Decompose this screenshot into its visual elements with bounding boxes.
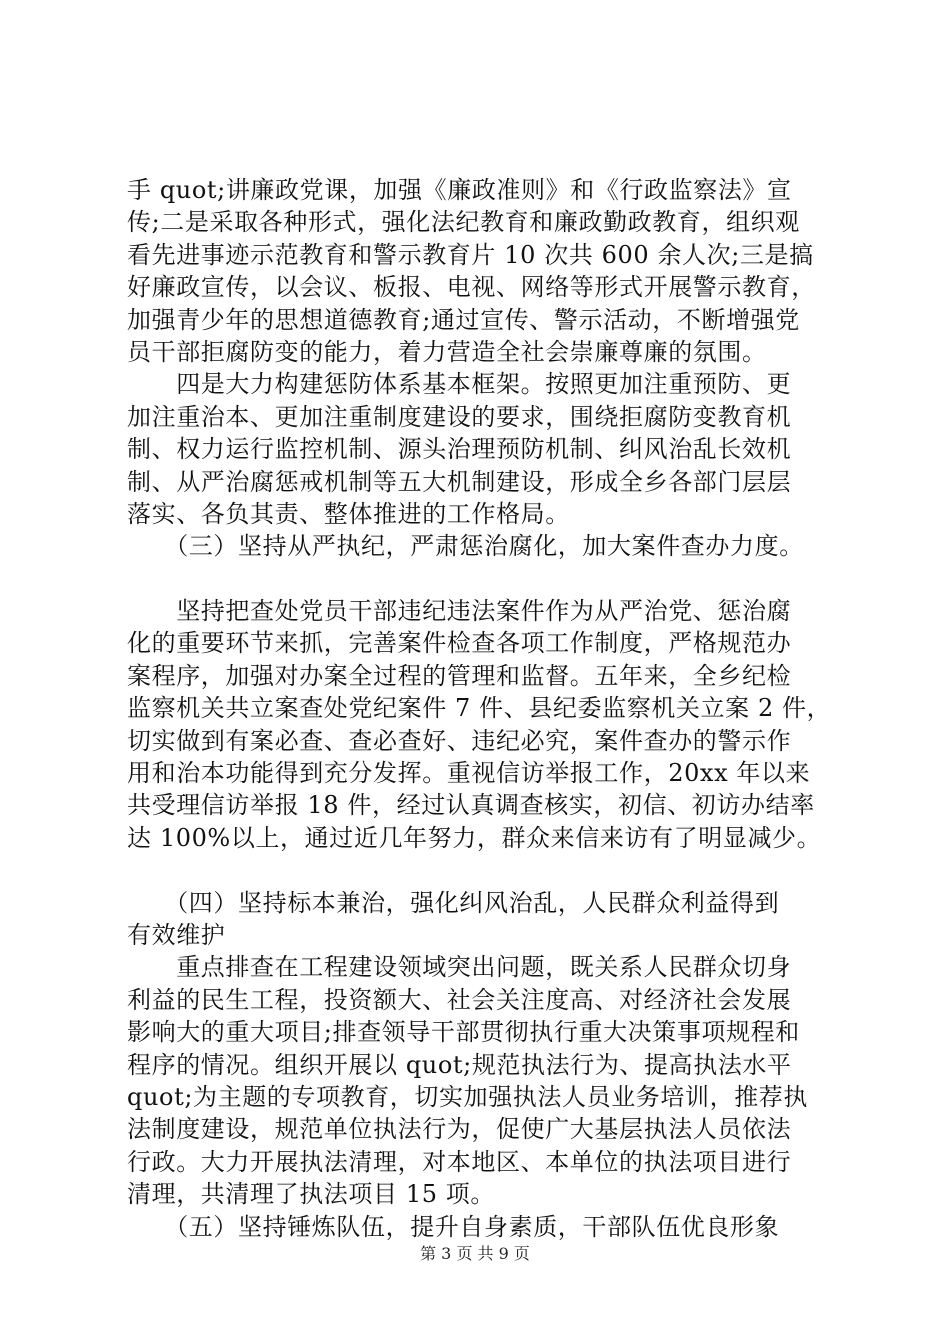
- text-line: quot;为主题的专项教育，切实加强执法人员业务培训，推荐执: [127, 1082, 808, 1111]
- text-line: 加注重治本、更加注重制度建设的要求，围绕拒腐防变教育机: [127, 402, 792, 431]
- text-line: 好廉政宣传，以会议、板报、电视、网络等形式开展警示教育，: [127, 273, 816, 302]
- text-line: 落实、各负其责、整体推进的工作格局。: [127, 499, 570, 528]
- text-line: 案程序，加强对办案全过程的管理和监督。五年来，全乡纪检: [127, 661, 792, 690]
- text-line: 四是大力构建惩防体系基本框架。按照更加注重预防、更: [127, 370, 792, 399]
- text-line: 行政。大力开展执法清理，对本地区、本单位的执法项目进行: [127, 1147, 792, 1176]
- text-line: 化的重要环节来抓，完善案件检查各项工作制度，严格规范办: [127, 629, 792, 658]
- blank-line: [127, 563, 842, 595]
- page-footer: 第 3 页 共 9 页: [420, 1244, 530, 1263]
- text-line: 监察机关共立案查处党纪案件 7 件、县纪委监察机关立案 2 件，: [127, 694, 832, 723]
- text-line: 员干部拒腐防变的能力，着力营造全社会崇廉尊廉的氛围。: [127, 337, 767, 366]
- blank-line: [127, 854, 842, 886]
- text-line: 程序的情况。组织开展以 quot;规范执法行为、提高执法水平: [127, 1050, 792, 1079]
- text-line: 法制度建设，规范单位执法行为，促使广大基层执法人员依法: [127, 1115, 792, 1144]
- document-body: [127, 174, 842, 1243]
- text-line: 制、从严治腐惩戒机制等五大机制建设，形成全乡各部门层层: [127, 467, 792, 496]
- text-line: 制、权力运行监控机制、源头治理预防机制、纠风治乱长效机: [127, 435, 792, 464]
- text-line: 利益的民生工程，投资额大、社会关注度高、对经济社会发展: [127, 985, 792, 1014]
- text-line: 影响大的重大项目;排查领导干部贯彻执行重大决策事项规程和: [127, 1018, 800, 1047]
- text-line: 达 100%以上，通过近几年努力，群众来信来访有了明显减少。: [127, 823, 822, 852]
- text-line: （四）坚持标本兼治，强化纠风治乱，人民群众利益得到: [127, 888, 780, 917]
- text-line: 清理，共清理了执法项目 15 项。: [127, 1180, 495, 1209]
- text-line: 看先进事迹示范教育和警示教育片 10 次共 600 余人次;三是搞: [127, 240, 814, 269]
- text-line: （三）坚持从严执纪，严肃惩治腐化，加大案件查办力度。: [127, 532, 804, 561]
- text-line: 手 quot;讲廉政党课，加强《廉政准则》和《行政监察法》宣: [127, 176, 792, 204]
- text-line: 用和治本功能得到充分发挥。重视信访举报工作，20xx 年以来: [127, 759, 811, 788]
- text-line: 切实做到有案必查、查必查好、违纪必究，案件查办的警示作: [127, 726, 792, 755]
- text-line: 共受理信访举报 18 件，经过认真调查核实，初信、初访办结率: [127, 791, 815, 820]
- text-line: （五）坚持锤炼队伍，提升自身素质，干部队伍优良形象: [127, 1212, 780, 1241]
- text-line: 坚持把查处党员干部违纪违法案件作为从严治党、惩治腐: [127, 597, 792, 626]
- text-line: 重点排查在工程建设领域突出问题，既关系人民群众切身: [127, 953, 792, 982]
- text-line: 有效维护: [127, 920, 226, 949]
- text-line: 加强青少年的思想道德教育;通过宣传、警示活动，不断增强党: [127, 305, 800, 334]
- text-line: 传;二是采取各种形式，强化法纪教育和廉政勤政教育，组织观: [127, 208, 800, 237]
